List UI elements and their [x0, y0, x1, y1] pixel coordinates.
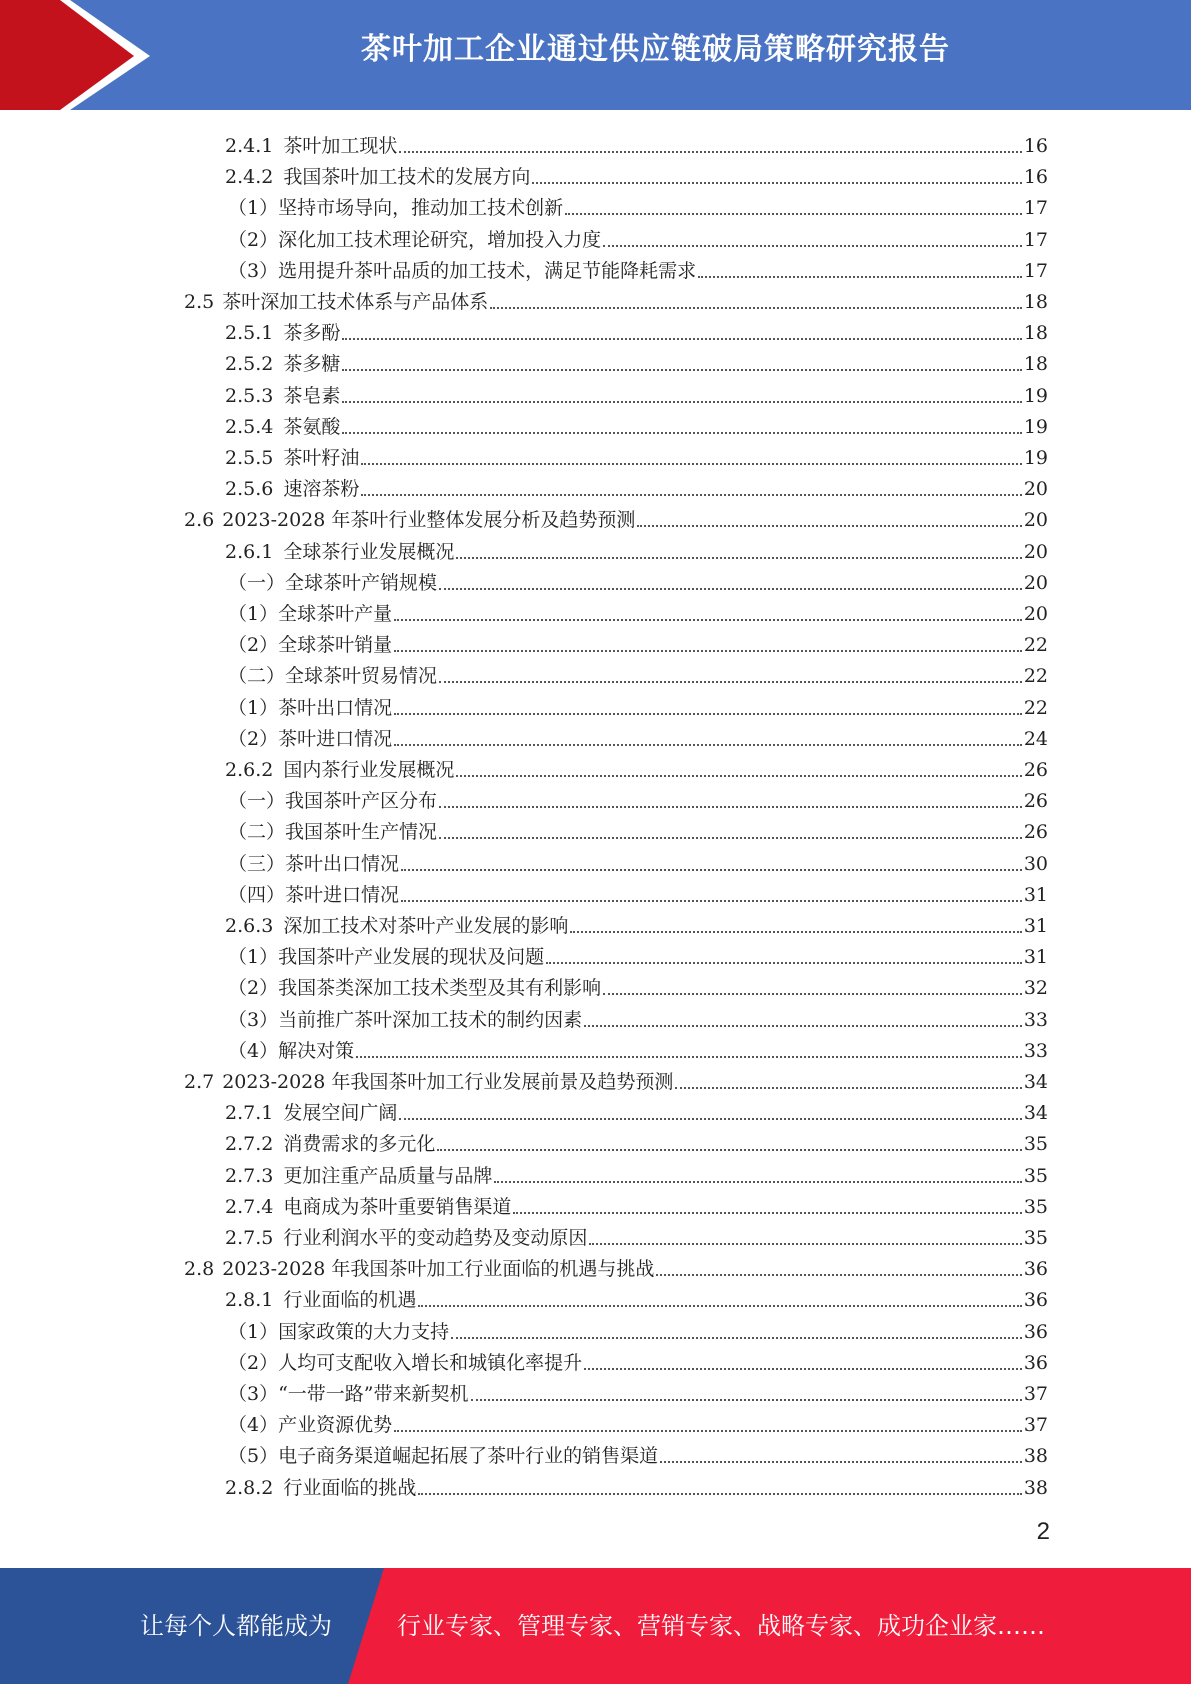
toc-entry[interactable] — [184, 501, 1048, 532]
toc-entry[interactable] — [228, 189, 1048, 220]
toc-dot-leader — [394, 713, 1022, 715]
toc-entry-number: 2.5.1 — [225, 322, 274, 345]
toc-entry[interactable] — [225, 408, 1048, 439]
toc-entry-title: （2）人均可支配收入增长和城镇化率提升 — [228, 1351, 583, 1374]
toc-dot-leader — [451, 1337, 1022, 1339]
toc-entry-page: 19 — [1023, 415, 1048, 438]
toc-dot-leader — [399, 151, 1021, 153]
toc-dot-leader — [456, 557, 1021, 559]
toc-entry-number: 2.4.2 — [225, 166, 274, 189]
toc-entry-page: 16 — [1023, 135, 1048, 157]
toc-entry[interactable] — [225, 158, 1048, 189]
toc-entry-page: 38 — [1023, 1445, 1048, 1468]
toc-entry[interactable] — [228, 1032, 1048, 1063]
toc-entry[interactable] — [228, 1313, 1048, 1344]
toc-dot-leader — [439, 588, 1022, 590]
toc-entry-page: 32 — [1023, 977, 1048, 1000]
toc-entry-page: 16 — [1023, 166, 1048, 189]
toc-dot-leader — [603, 245, 1022, 247]
toc-entry-page: 20 — [1023, 509, 1048, 532]
toc-entry-page: 36 — [1023, 1289, 1048, 1312]
toc-entry-title: 更加注重产品质量与品牌 — [283, 1164, 493, 1187]
toc-entry[interactable] — [225, 1094, 1048, 1125]
toc-entry-page: 33 — [1023, 1039, 1048, 1062]
toc-entry-number: 2.7.1 — [225, 1102, 274, 1125]
toc-entry-number: 2.4.1 — [225, 135, 274, 157]
toc-dot-leader — [342, 369, 1021, 371]
toc-entry-page: 20 — [1023, 540, 1048, 563]
toc-dot-leader — [490, 307, 1022, 309]
toc-entry[interactable] — [225, 751, 1048, 782]
toc-entry[interactable] — [228, 1375, 1048, 1406]
toc-entry-title: 茶多酚 — [283, 322, 341, 345]
toc-entry[interactable] — [228, 720, 1048, 751]
toc-entry-page: 34 — [1023, 1071, 1048, 1093]
toc-dot-leader — [437, 1149, 1021, 1151]
toc-dot-leader — [439, 681, 1022, 683]
toc-entry[interactable] — [228, 252, 1048, 283]
toc-entry-title: 茶叶深加工技术体系与产品体系 — [222, 291, 489, 313]
toc-entry-page: 35 — [1023, 1227, 1048, 1249]
toc-dot-leader — [401, 869, 1022, 871]
toc-entry[interactable] — [225, 533, 1048, 564]
toc-entry[interactable] — [228, 813, 1048, 844]
toc-entry-title: 行业面临的机遇 — [283, 1289, 417, 1312]
toc-entry[interactable] — [225, 1125, 1048, 1156]
toc-entry-title: 全球茶行业发展概况 — [283, 540, 455, 563]
toc-entry-title: 深加工技术对茶叶产业发展的影响 — [283, 915, 569, 937]
toc-entry[interactable] — [228, 657, 1048, 688]
toc-entry-number: 2.6 — [184, 509, 215, 532]
toc-entry[interactable] — [228, 221, 1048, 252]
toc-entry-number: 2.8.2 — [225, 1476, 274, 1499]
toc-entry-title: 2023-2028 年茶叶行业整体发展分析及趋势预测 — [222, 509, 636, 532]
toc-dot-leader — [342, 401, 1021, 403]
toc-dot-leader — [361, 494, 1021, 496]
toc-entry-page: 22 — [1023, 696, 1048, 719]
toc-entry[interactable] — [228, 689, 1048, 720]
toc-dot-leader — [570, 931, 1021, 933]
toc-entry-title: （二）我国茶叶生产情况 — [228, 821, 438, 844]
toc-entry-page: 20 — [1023, 603, 1048, 625]
toc-dot-leader — [361, 463, 1021, 465]
toc-dot-leader — [342, 432, 1021, 434]
toc-entry[interactable] — [225, 345, 1048, 376]
toc-entry-page: 31 — [1023, 946, 1048, 969]
toc-entry[interactable] — [228, 626, 1048, 657]
footer-slogan-right: 行业专家、管理专家、营销专家、战略专家、成功企业家…… — [397, 1612, 1045, 1640]
toc-dot-leader — [418, 1305, 1021, 1307]
toc-entry-number: 2.7.4 — [225, 1195, 274, 1218]
toc-entry-page: 37 — [1023, 1383, 1048, 1405]
toc-dot-leader — [342, 338, 1021, 340]
toc-entry-number: 2.5.4 — [225, 415, 274, 438]
report-title: 茶叶加工企业通过供应链破局策略研究报告 — [361, 32, 950, 67]
toc-entry-page: 22 — [1023, 634, 1048, 657]
toc-entry[interactable] — [184, 1250, 1048, 1281]
toc-entry-page: 26 — [1023, 790, 1048, 813]
toc-entry-page: 26 — [1023, 821, 1048, 844]
toc-entry[interactable] — [228, 1001, 1048, 1032]
toc-entry-number: 2.5.6 — [225, 478, 274, 501]
toc-entry-page: 18 — [1023, 353, 1048, 376]
toc-dot-leader — [656, 1274, 1021, 1276]
toc-entry-page: 30 — [1023, 852, 1048, 875]
toc-entry-title: （三）茶叶出口情况 — [228, 852, 400, 875]
toc-entry-title: （3）“一带一路”带来新契机 — [228, 1383, 469, 1405]
toc-entry[interactable] — [228, 564, 1048, 595]
toc-dot-leader — [584, 1368, 1022, 1370]
toc-dot-leader — [471, 1399, 1022, 1401]
toc-entry-title: （2）我国茶类深加工技术类型及其有利影响 — [228, 977, 602, 1000]
toc-entry-title: （1）我国茶叶产业发展的现状及问题 — [228, 946, 545, 969]
toc-dot-leader — [565, 213, 1022, 215]
toc-dot-leader — [394, 1430, 1022, 1432]
toc-entry-title: （1）国家政策的大力支持 — [228, 1320, 450, 1343]
toc-dot-leader — [637, 525, 1021, 527]
toc-entry-title: （5）电子商务渠道崛起拓展了茶叶行业的销售渠道 — [228, 1445, 659, 1468]
toc-entry-number: 2.5 — [184, 291, 215, 313]
toc-entry[interactable] — [228, 938, 1048, 969]
toc-entry[interactable] — [228, 1437, 1048, 1468]
toc-entry-title: 我国茶叶加工技术的发展方向 — [283, 166, 531, 189]
toc-entry-title: 行业面临的挑战 — [283, 1476, 417, 1499]
toc-entry-title: 茶叶加工现状 — [283, 135, 398, 157]
toc-entry-title: （3）当前推广茶叶深加工技术的制约因素 — [228, 1008, 583, 1031]
header-arrow-decoration — [0, 0, 160, 110]
toc-entry-page: 19 — [1023, 384, 1048, 407]
toc-entry-title: （1）全球茶叶产量 — [228, 603, 393, 625]
toc-entry[interactable] — [225, 127, 1048, 158]
toc-entry-page: 36 — [1023, 1320, 1048, 1343]
toc-entry[interactable] — [225, 377, 1048, 408]
toc-entry[interactable] — [228, 876, 1048, 907]
toc-entry-page: 20 — [1023, 571, 1048, 594]
toc-entry-page: 35 — [1023, 1164, 1048, 1187]
toc-entry-page: 38 — [1023, 1476, 1048, 1499]
toc-entry-number: 2.6.3 — [225, 915, 274, 937]
toc-dot-leader — [584, 1025, 1022, 1027]
toc-entry-title: 国内茶行业发展概况 — [283, 759, 455, 781]
toc-entry-page: 17 — [1023, 228, 1048, 251]
toc-entry[interactable] — [228, 845, 1048, 876]
toc-entry-title: 行业利润水平的变动趋势及变动原因 — [283, 1227, 588, 1249]
toc-entry-title: （3）选用提升茶叶品质的加工技术，满足节能降耗需求 — [228, 259, 697, 282]
toc-entry-title: 茶多糖 — [283, 353, 341, 376]
footer-slogan-left: 让每个人都能成为 — [140, 1612, 332, 1640]
toc-entry[interactable] — [225, 314, 1048, 345]
toc-entry-page: 17 — [1023, 259, 1048, 282]
toc-entry-page: 37 — [1023, 1414, 1048, 1437]
toc-dot-leader — [546, 962, 1022, 964]
toc-entry-page: 31 — [1023, 883, 1048, 906]
toc-dot-leader — [399, 1118, 1021, 1120]
toc-entry-page: 19 — [1023, 447, 1048, 469]
toc-entry[interactable] — [228, 782, 1048, 813]
toc-entry[interactable] — [225, 1281, 1048, 1312]
toc-entry-page: 20 — [1023, 478, 1048, 501]
toc-entry-title: （二）全球茶叶贸易情况 — [228, 665, 438, 688]
toc-dot-leader — [660, 1461, 1022, 1463]
toc-entry-title: 2023-2028 年我国茶叶加工行业发展前景及趋势预测 — [222, 1071, 674, 1093]
toc-dot-leader — [494, 1181, 1021, 1183]
toc-entry-title: （1）坚持市场导向，推动加工技术创新 — [228, 197, 564, 220]
toc-entry-title: （1）茶叶出口情况 — [228, 696, 393, 719]
toc-entry[interactable] — [228, 595, 1048, 626]
toc-entry-page: 33 — [1023, 1008, 1048, 1031]
toc-dot-leader — [401, 900, 1022, 902]
toc-entry-page: 18 — [1023, 291, 1048, 313]
toc-entry-number: 2.7.5 — [225, 1227, 274, 1249]
toc-entry-title: 茶氨酸 — [283, 415, 341, 438]
toc-entry-title: 2023-2028 年我国茶叶加工行业面临的机遇与挑战 — [222, 1258, 655, 1281]
toc-dot-leader — [439, 837, 1022, 839]
toc-entry-title: （一）我国茶叶产区分布 — [228, 790, 438, 813]
toc-entry[interactable] — [225, 1157, 1048, 1188]
toc-entry-title: 消费需求的多元化 — [283, 1133, 436, 1156]
toc-dot-leader — [675, 1087, 1021, 1089]
toc-entry-page: 35 — [1023, 1195, 1048, 1218]
toc-entry-number: 2.7.3 — [225, 1164, 274, 1187]
toc-entry-title: （2）全球茶叶销量 — [228, 634, 393, 657]
toc-entry-page: 24 — [1023, 727, 1048, 750]
toc-entry-number: 2.6.1 — [225, 540, 274, 563]
toc-entry-number: 2.8 — [184, 1258, 215, 1281]
toc-entry-number: 2.5.5 — [225, 447, 274, 469]
toc-dot-leader — [356, 1056, 1022, 1058]
toc-entry-title: 茶叶籽油 — [283, 447, 360, 469]
toc-dot-leader — [589, 1243, 1021, 1245]
toc-entry[interactable] — [225, 1188, 1048, 1219]
toc-entry[interactable] — [225, 1219, 1048, 1250]
toc-dot-leader — [513, 1212, 1021, 1214]
toc-entry[interactable] — [225, 439, 1048, 470]
toc-entry-title: （四）茶叶进口情况 — [228, 883, 400, 906]
toc-entry[interactable] — [228, 1406, 1048, 1437]
toc-dot-leader — [603, 993, 1022, 995]
toc-dot-leader — [439, 806, 1022, 808]
page-number: 2 — [1036, 1518, 1050, 1545]
toc-entry-title: （4）产业资源优势 — [228, 1414, 393, 1437]
toc-entry[interactable] — [228, 969, 1048, 1000]
toc-entry[interactable] — [184, 1063, 1048, 1094]
toc-entry[interactable] — [225, 1469, 1048, 1500]
toc-entry-title: （一）全球茶叶产销规模 — [228, 571, 438, 594]
toc-entry-title: （2）深化加工技术理论研究，增加投入力度 — [228, 228, 602, 251]
toc-entry-number: 2.5.2 — [225, 353, 274, 376]
toc-dot-leader — [394, 619, 1022, 621]
toc-entry-page: 18 — [1023, 322, 1048, 345]
page-footer — [0, 1568, 1191, 1684]
toc-dot-leader — [418, 1493, 1021, 1495]
toc-entry-title: （2）茶叶进口情况 — [228, 727, 393, 750]
toc-entry-number: 2.5.3 — [225, 384, 274, 407]
toc-entry-page: 36 — [1023, 1258, 1048, 1281]
toc-entry[interactable] — [225, 470, 1048, 501]
toc-entry-title: 茶皂素 — [283, 384, 341, 407]
toc-dot-leader — [394, 650, 1022, 652]
toc-entry-page: 35 — [1023, 1133, 1048, 1156]
toc-entry-title: 电商成为茶叶重要销售渠道 — [283, 1195, 512, 1218]
toc-dot-leader — [532, 182, 1021, 184]
toc-entry-number: 2.7 — [184, 1071, 215, 1093]
toc-entry[interactable] — [228, 1344, 1048, 1375]
toc-entry-number: 2.8.1 — [225, 1289, 274, 1312]
toc-entry-number: 2.7.2 — [225, 1133, 274, 1156]
toc-dot-leader — [698, 276, 1022, 278]
toc-entry[interactable] — [184, 283, 1048, 314]
toc-entry-title: （4）解决对策 — [228, 1039, 355, 1062]
toc-entry-number: 2.6.2 — [225, 759, 274, 781]
toc-entry-page: 26 — [1023, 759, 1048, 781]
toc-entry-page: 17 — [1023, 197, 1048, 220]
toc-entry-page: 22 — [1023, 665, 1048, 688]
toc-entry-page: 34 — [1023, 1102, 1048, 1125]
toc-dot-leader — [394, 744, 1022, 746]
page-header — [0, 0, 1191, 110]
toc-entry-title: 发展空间广阔 — [283, 1102, 398, 1125]
toc-entry-page: 31 — [1023, 915, 1048, 937]
toc-dot-leader — [456, 775, 1021, 777]
toc-entry-title: 速溶茶粉 — [283, 478, 360, 501]
toc-entry-page: 36 — [1023, 1351, 1048, 1374]
toc-entry[interactable] — [225, 907, 1048, 938]
